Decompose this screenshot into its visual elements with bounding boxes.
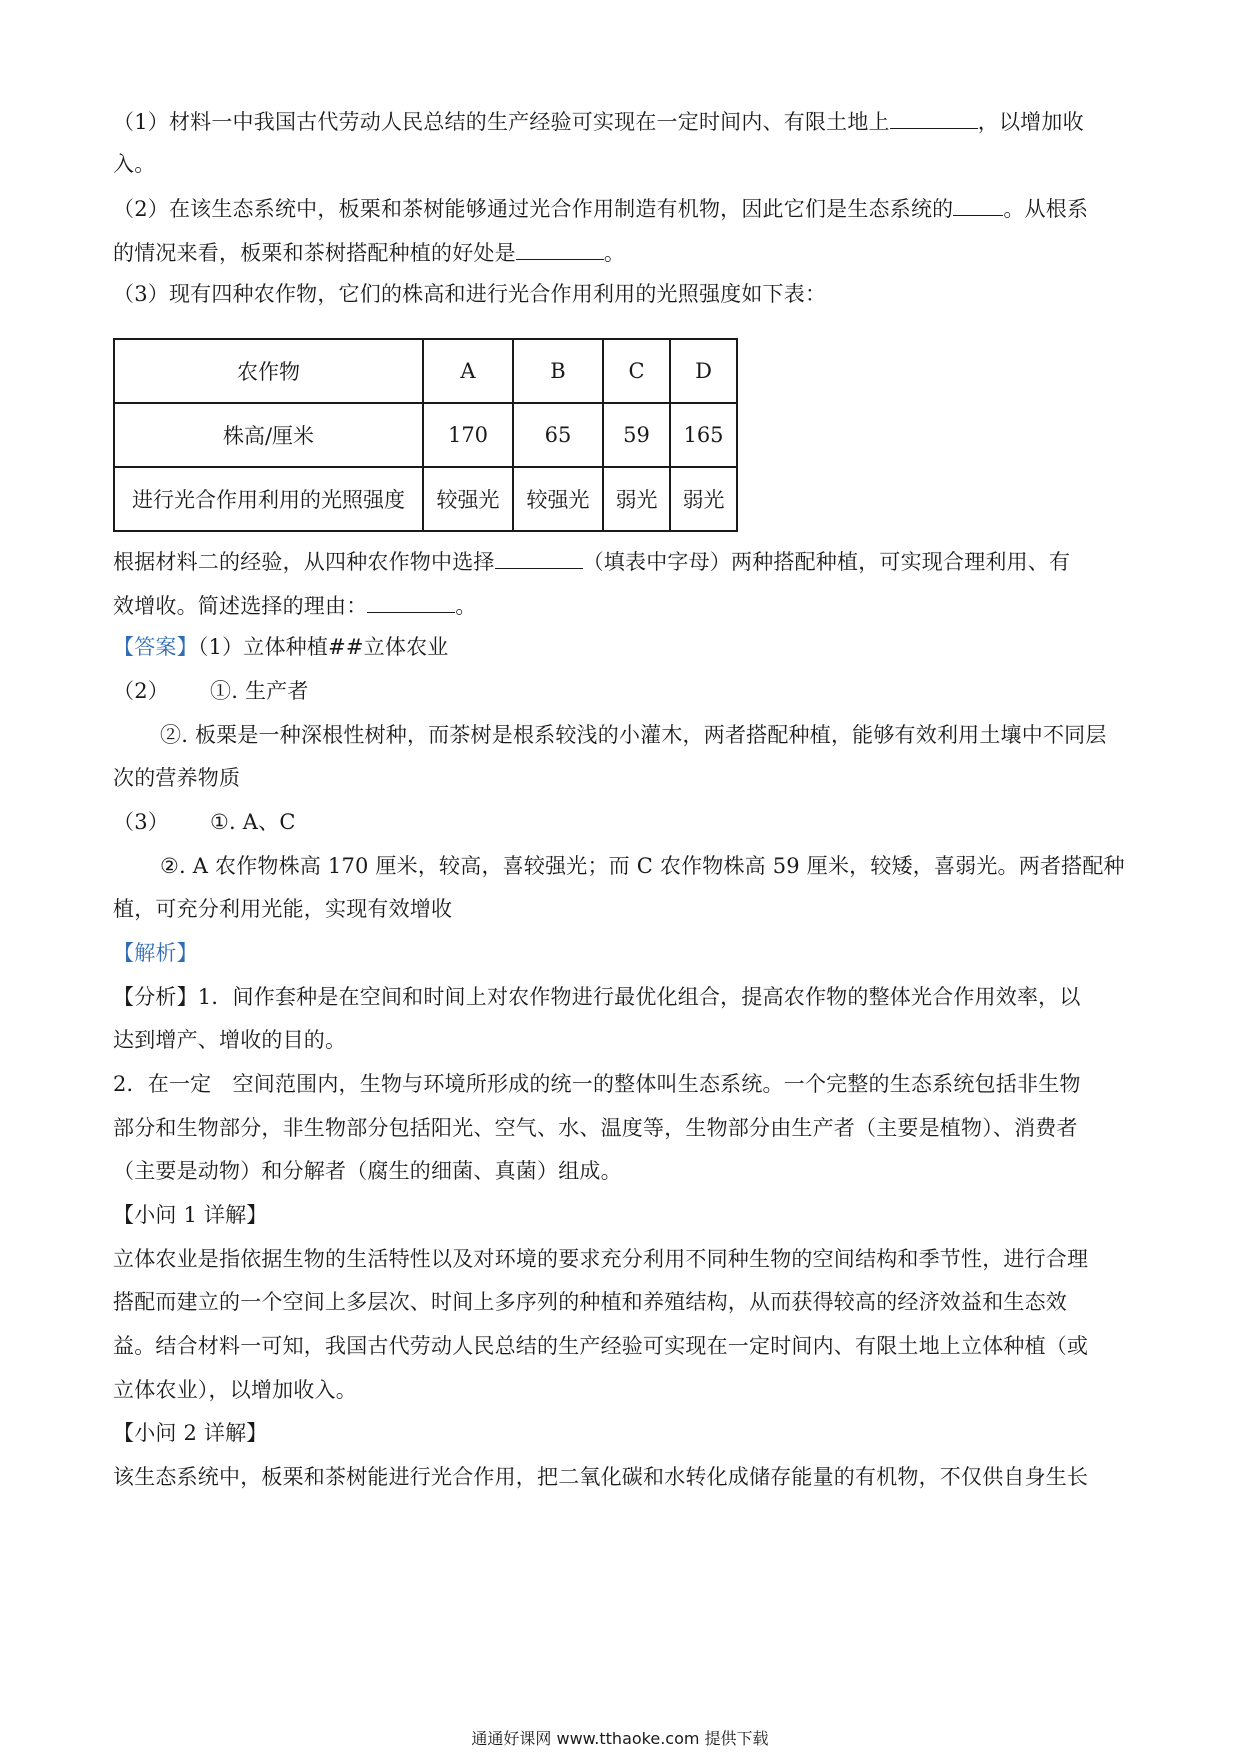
q3-text-2-end: 。 (455, 594, 477, 618)
answer-tag: 【答案】 (113, 635, 198, 659)
table-cell: 165 (670, 403, 737, 467)
table-cell: 较强光 (423, 467, 513, 531)
analysis-p1-line-1: 【分析】1．间作套种是在空间和时间上对农作物进行最优化组合，提高农作物的整体光合作用效率，以 (113, 985, 1081, 1009)
table-cell: 进行光合作用利用的光照强度 (114, 467, 423, 531)
table-header-cell: 农作物 (114, 339, 423, 403)
q3-line-1 (113, 546, 1070, 576)
answer-line-1 (113, 633, 448, 661)
sub1-line-2: 搭配而建立的一个空间上多层次、时间上多序列的种植和养殖结构，从而获得较高的经济效益和生态效 (113, 1290, 1067, 1314)
q1-text-end: ，以增加收 (977, 110, 1084, 134)
answer-2-part-2-line-2: 次的营养物质 (113, 766, 241, 790)
answer-3-label: （3） (113, 810, 169, 834)
q2-answer-blank-1[interactable] (953, 193, 1003, 216)
answer-1: （1）立体种植##立体农业 (197, 635, 449, 659)
analysis-p2-line-3: （主要是动物）和分解者（腐生的细菌、真菌）组成。 (113, 1159, 622, 1183)
q2-text-end: 。从根系 (1003, 197, 1089, 221)
analysis-p1-line-2: 达到增产、增收的目的。 (113, 1028, 347, 1052)
sub2-line-1: 该生态系统中，板栗和茶树能进行光合作用，把二氧化碳和水转化成储存能量的有机物，不仅供自身生长 (113, 1465, 1089, 1489)
sub1-line-1: 立体农业是指依据生物的生活特性以及对环境的要求充分利用不同种生物的空间结构和季节性，进行合理 (113, 1247, 1089, 1271)
q1-line-2: 入。 (113, 152, 156, 176)
q2-line-1 (113, 193, 1088, 223)
sub2-title: 【小问 2 详解】 (113, 1421, 268, 1445)
q1-answer-blank[interactable] (890, 106, 978, 129)
table-cell: 59 (603, 403, 670, 467)
answer-2-part-2-line-1: ②. 板栗是一种深根性树种，而茶树是根系较浅的小灌木，两者搭配种植，能够有效利用土壤中不同层 (160, 723, 1107, 747)
sub1-title: 【小问 1 详解】 (113, 1203, 268, 1227)
sub1-line-3: 益。结合材料一可知，我国古代劳动人民总结的生产经验可实现在一定时间内、有限土地上立体种植（或 (113, 1334, 1089, 1358)
q1-line-1 (113, 106, 1084, 136)
answer-2-label: （2） (113, 679, 169, 703)
q2-text: （2）在该生态系统中，板栗和茶树能够通过光合作用制造有机物，因此它们是生态系统的 (113, 197, 954, 221)
q2-text-2: 的情况来看，板栗和茶树搭配种植的好处是 (113, 241, 516, 265)
q1-text: （1）材料一中我国古代劳动人民总结的生产经验可实现在一定时间内、有限土地上 (113, 110, 890, 134)
q3-line-2 (113, 590, 477, 620)
answer-3-part-2-line-1: ②. A 农作物株高 170 厘米，较高，喜较强光；而 C 农作物株高 59 厘米，较矮，喜弱光。两者搭配种 (160, 854, 1125, 878)
table-cell: 弱光 (603, 467, 670, 531)
table-header-cell: B (513, 339, 603, 403)
q3-answer-blank-1[interactable] (495, 546, 583, 569)
table-header-cell: D (670, 339, 737, 403)
table-cell: 株高/厘米 (114, 403, 423, 467)
table-header-cell: A (423, 339, 513, 403)
table-cell: 170 (423, 403, 513, 467)
q3-text: 根据材料二的经验，从四种农作物中选择 (113, 550, 495, 574)
analysis-p2-line-2: 部分和生物部分，非生物部分包括阳光、空气、水、温度等，生物部分由生产者（主要是植物）、消费者 (113, 1116, 1078, 1140)
q3-intro: （3）现有四种农作物，它们的株高和进行光合作用利用的光照强度如下表： (113, 282, 827, 306)
table-header-cell: C (603, 339, 670, 403)
sub1-line-4: 立体农业），以增加收入。 (113, 1378, 357, 1402)
analysis-p2-line-1: 2．在一定 空间范围内，生物与环境所形成的统一的整体叫生态系统。一个完整的生态系统包括非生物 (113, 1072, 1081, 1096)
q3-text-2: 效增收。简述选择的理由： (113, 594, 368, 618)
q2-text-2-end: 。 (603, 241, 626, 265)
table-cell: 较强光 (513, 467, 603, 531)
q3-answer-blank-2[interactable] (367, 590, 455, 613)
q2-answer-blank-2[interactable] (516, 237, 604, 260)
table-cell: 65 (513, 403, 603, 467)
table-cell: 弱光 (670, 467, 737, 531)
page-footer: 通通好课网 www.tthaoke.com 提供下载 (471, 1729, 769, 1748)
analysis-tag: 【解析】 (113, 941, 198, 965)
crop-table (113, 338, 738, 532)
table-row (114, 403, 737, 467)
table-row (114, 467, 737, 531)
answer-3-part-1: ①. A、C (210, 810, 296, 834)
table-header-row (114, 339, 737, 403)
answer-3-part-2-line-2: 植，可充分利用光能，实现有效增收 (113, 897, 453, 921)
q3-text-end: （填表中字母）两种搭配种植，可实现合理利用、有 (582, 550, 1071, 574)
q2-line-2 (113, 237, 625, 267)
answer-2-part-1: ①. 生产者 (210, 679, 309, 703)
